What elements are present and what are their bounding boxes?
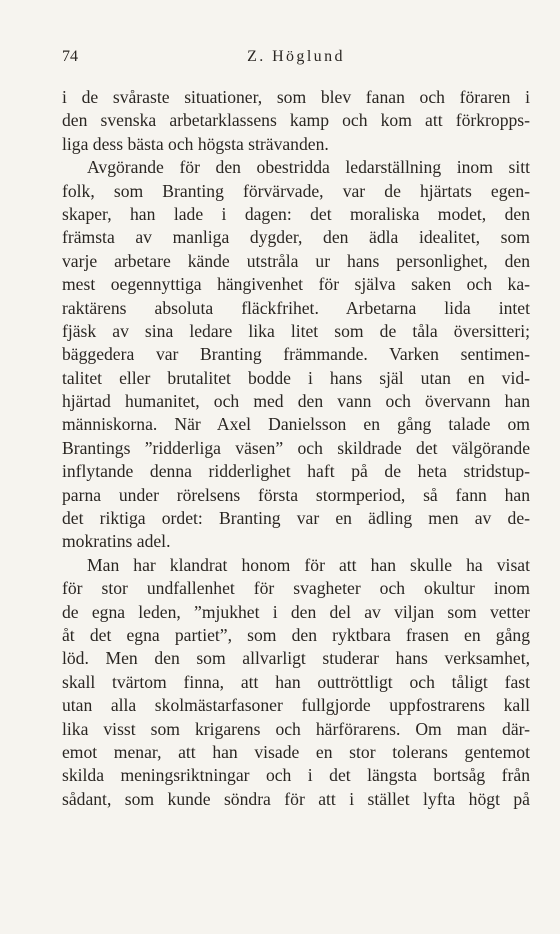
text-line: sådant, som kunde söndra för att i stället lyfta högt på <box>62 788 530 809</box>
page-number: 74 <box>62 48 78 65</box>
text-line: Brantings ”ridderliga väsen” och skildrade det välgörande <box>62 437 530 458</box>
text-line: fjäsk av sina ledare lika litet som de tåla översitteri; <box>62 320 530 341</box>
text-line: inflytande denna ridderlighet haft på de heta stridstup- <box>62 461 530 482</box>
text-line: hjärtad humanitet, och med den vann och övervann han <box>62 391 530 412</box>
text-line: människorna. När Axel Danielsson en gång talade om <box>62 414 530 435</box>
text-line: i de svåraste situationer, som blev fanan och föraren i <box>62 87 530 107</box>
text-line: skilda meningsriktningar och i det längsta bortsåg från <box>62 765 530 786</box>
text-line: mest oegennyttiga hängivenhet för själva saken och ka- <box>62 274 530 295</box>
text-line: skaper, han lade i dagen: det moraliska modet, den <box>62 203 530 224</box>
text-line: talitet eller brutalitet bodde i hans själ utan en vid- <box>62 367 530 388</box>
page-header <box>62 48 530 70</box>
text-line: liga dess bästa och högsta strävanden. <box>62 133 329 154</box>
text-line: Man har klandrat honom för att han skulle ha visat <box>87 554 530 575</box>
text-line: löd. Men den som allvarligt studerar hans verksamhet, <box>62 648 530 669</box>
running-head: Z. Höglund <box>247 48 345 65</box>
text-line: mokratins adel. <box>62 531 171 552</box>
text-line: för stor undfallenhet för svagheter och okultur inom <box>62 578 530 599</box>
text-line: utan alla skolmästarfasoner fullgjorde uppfostrarens kall <box>62 695 530 716</box>
text-line: åt det egna partiet”, som den ryktbara frasen en gång <box>62 624 530 645</box>
text-line: främsta av manliga dygder, den ädla idealitet, som <box>62 227 530 248</box>
text-line: skall tvärtom finna, att han outtröttligt och tåligt fast <box>62 671 530 692</box>
text-line: varje arbetare kände utstråla ur hans personlighet, den <box>62 250 530 271</box>
text-line: emot menar, att han visade en stor tolerans gentemot <box>62 741 530 762</box>
text-line: bäggedera var Branting främmande. Varken sentimen- <box>62 344 530 365</box>
text-line: Avgörande för den obestridda ledarställning inom sitt <box>87 157 530 178</box>
text-line: lika visst som krigarens och härförarens. Om man där- <box>62 718 530 739</box>
body-text <box>62 86 530 811</box>
text-line: parna under rörelsens första stormperiod, så fann han <box>62 484 530 505</box>
text-line: raktärens absoluta fläckfrihet. Arbetarna lida intet <box>62 297 530 318</box>
text-line: de egna leden, ”mjukhet i den del av viljan som vetter <box>62 601 530 622</box>
text-line: det riktiga ordet: Branting var en ädling men av de- <box>62 508 530 529</box>
text-line: folk, som Branting förvärvade, var de hjärtats egen- <box>62 180 530 201</box>
text-line: den svenska arbetarklassens kamp och kom att förkropps- <box>62 110 530 131</box>
